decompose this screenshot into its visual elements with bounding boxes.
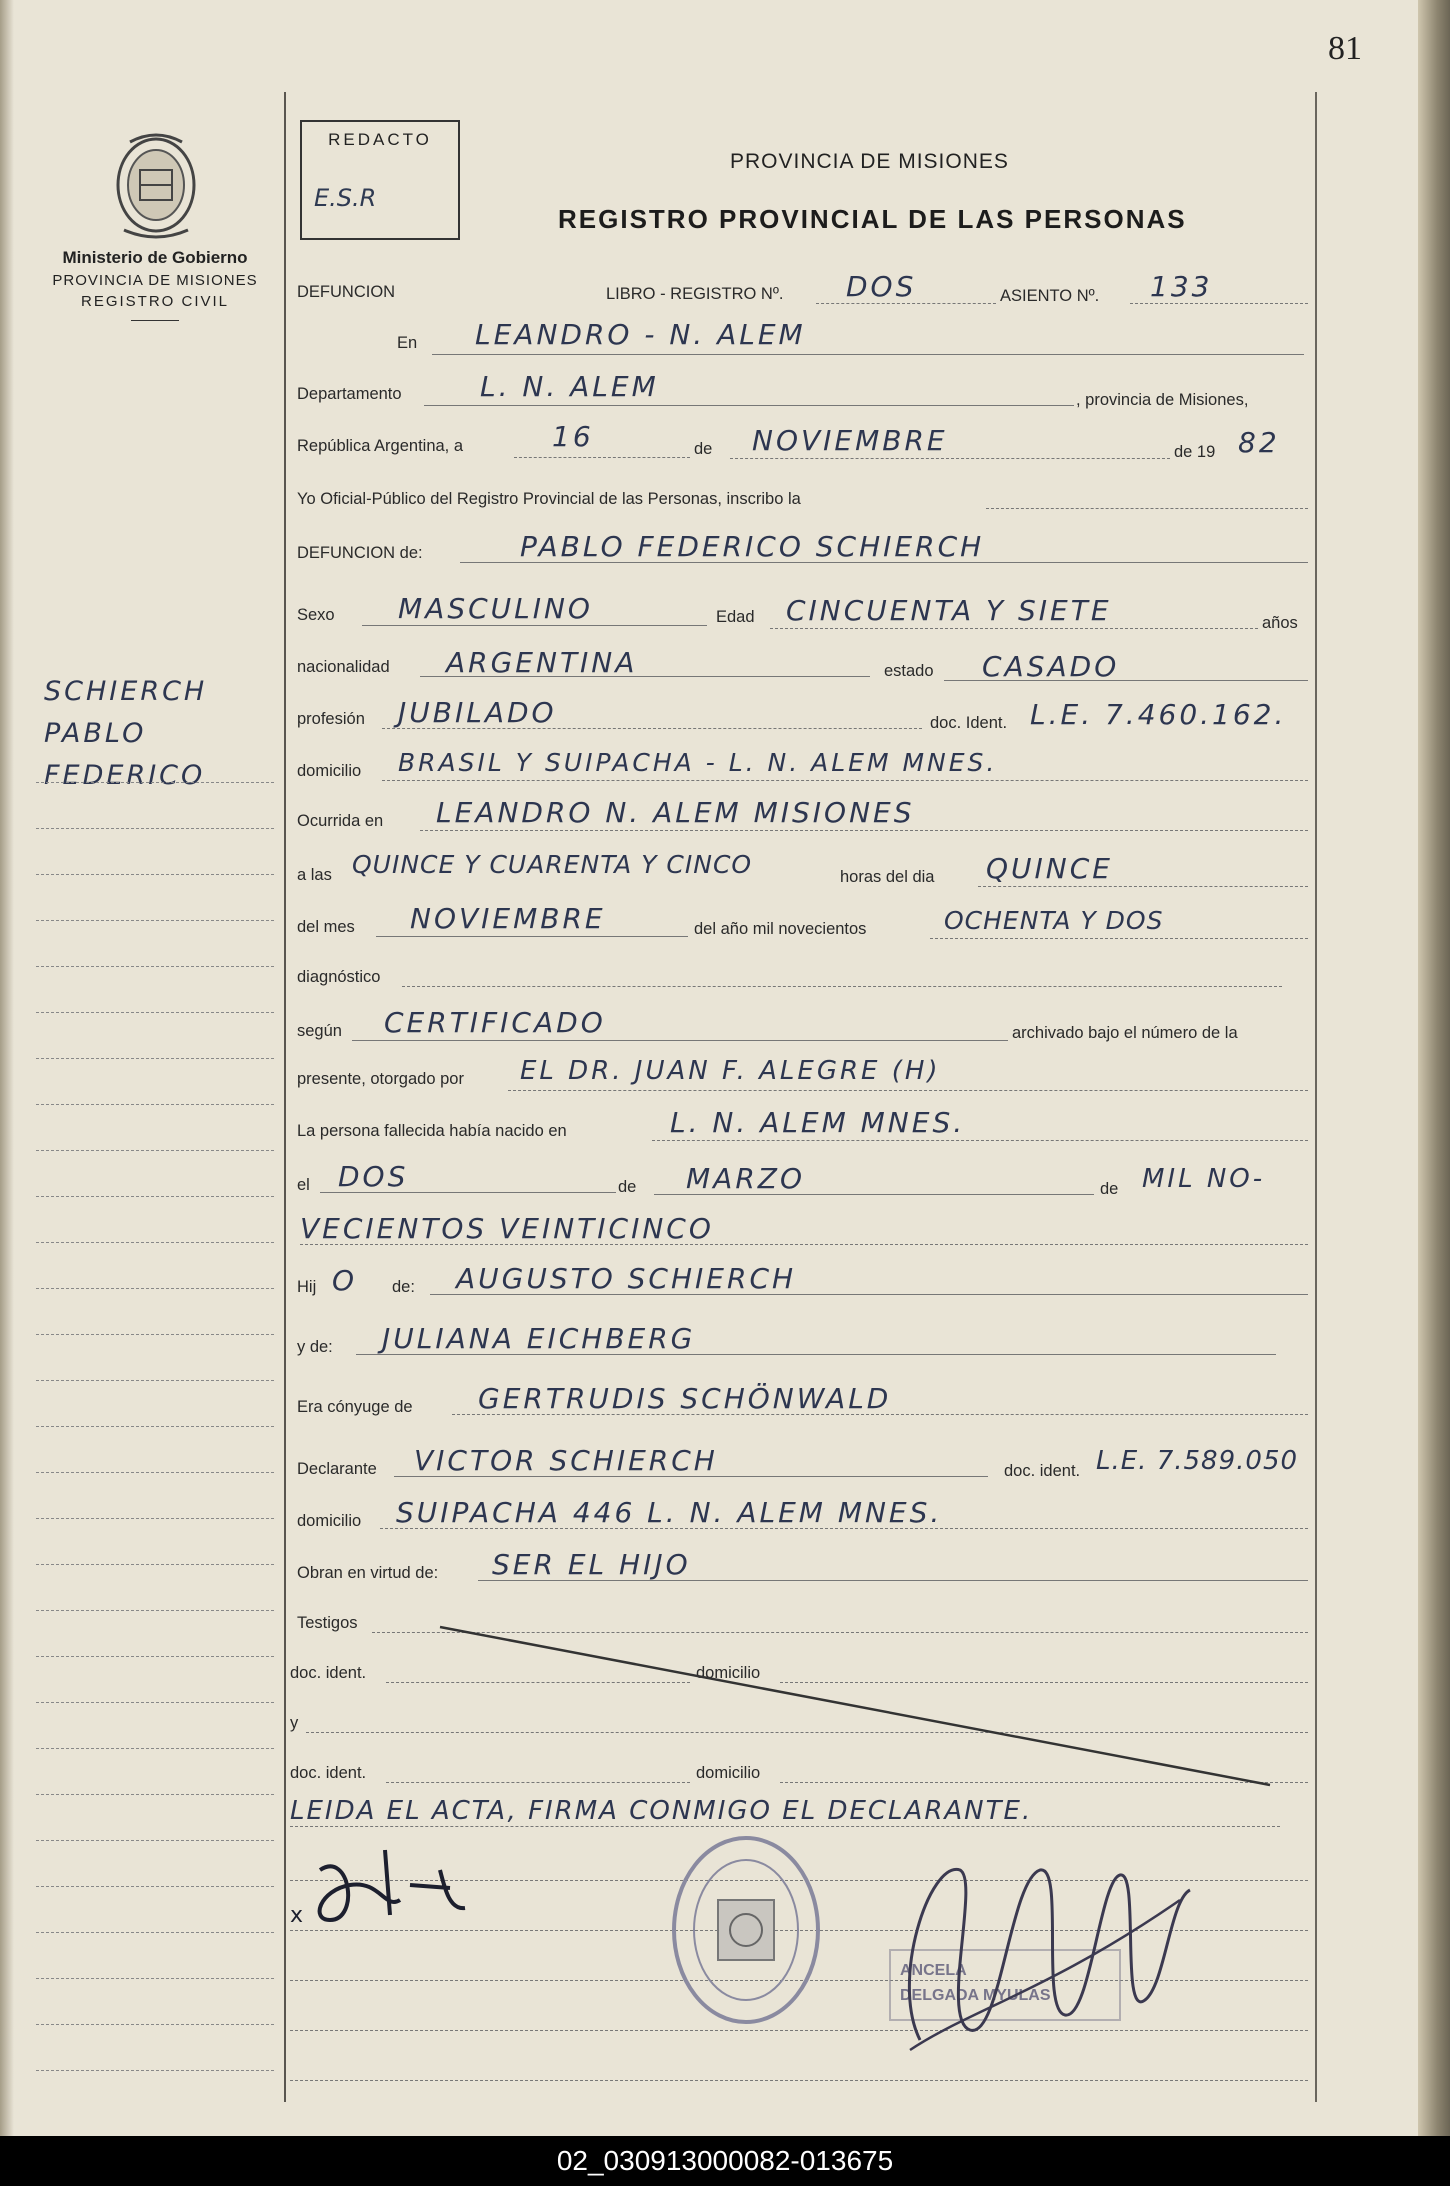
- de-year-label: de 19: [1174, 443, 1216, 461]
- month-line: [730, 458, 1170, 459]
- conyuge-value: GERTRUDIS SCHÖNWALD: [478, 1382, 892, 1415]
- departamento-label: Departamento: [297, 385, 402, 403]
- declarante-label: Declarante: [297, 1460, 377, 1478]
- edad-label: Edad: [716, 608, 755, 626]
- margin-ruled-line: [36, 1886, 274, 1887]
- record-type-label: DEFUNCION: [297, 283, 396, 301]
- sexo-line: [362, 625, 707, 626]
- father-name: AUGUSTO SCHIERCH: [456, 1262, 797, 1295]
- stamp-line-1: ANCELA: [900, 1962, 967, 1979]
- domicilio-value: BRASIL Y SUIPACHA - L. N. ALEM MNES.: [398, 748, 998, 777]
- nacido-label: La persona fallecida había nacido en: [297, 1122, 567, 1140]
- ano-line: [930, 938, 1308, 939]
- obran-value: SER EL HIJO: [492, 1548, 691, 1581]
- margin-ruled-line: [36, 1288, 274, 1289]
- y-label: y: [290, 1714, 299, 1732]
- margin-ruled-line: [36, 1978, 274, 1979]
- delano-label: del año mil novecientos: [694, 920, 867, 938]
- ministry-name: Ministerio de Gobierno: [62, 248, 248, 267]
- margin-divider: [284, 92, 286, 2102]
- delmes-label: del mes: [297, 918, 355, 936]
- signature-line-5: [290, 2080, 1308, 2081]
- margin-ruled-line: [36, 2024, 274, 2025]
- margin-ruled-line: [36, 1242, 274, 1243]
- closing-line: [290, 1826, 1280, 1827]
- margin-ruled-line: [36, 2070, 274, 2071]
- birth-year-1: MIL NO-: [1142, 1164, 1266, 1194]
- declarante-doc-label: doc. ident.: [1004, 1462, 1081, 1480]
- birth-day-line: [320, 1192, 616, 1193]
- horas-label: horas del dia: [840, 868, 935, 886]
- father-line: [430, 1294, 1308, 1295]
- ministry-province: PROVINCIA DE MISIONES: [52, 272, 258, 289]
- dia-line: [978, 886, 1308, 887]
- presente-label: presente, otorgado por: [297, 1070, 464, 1088]
- book-binding: [1418, 0, 1450, 2136]
- oficial-line: [986, 508, 1308, 509]
- image-caption: 02_030913000082-013675: [0, 2136, 1450, 2186]
- day-value: 16: [552, 420, 594, 453]
- month-value: NOVIEMBRE: [752, 424, 948, 457]
- testigo1-dom-label: domicilio: [696, 1664, 761, 1682]
- asiento-label: ASIENTO Nº.: [1000, 287, 1100, 305]
- ministry-registry: REGISTRO CIVIL: [80, 293, 230, 310]
- right-border: [1315, 92, 1317, 2102]
- page-number: 81: [1328, 30, 1362, 67]
- republica-label: República Argentina, a: [297, 437, 464, 455]
- declarante-dom-value: SUIPACHA 446 L. N. ALEM MNES.: [396, 1496, 943, 1529]
- redacto-box: [300, 120, 460, 240]
- ocurrida-label: Ocurrida en: [297, 812, 384, 830]
- edad-line: [770, 628, 1258, 629]
- estado-line: [944, 680, 1308, 681]
- oficial-text: Yo Oficial-Público del Registro Provincial de las Personas, inscribo la: [297, 490, 801, 508]
- doc-label: doc. Ident.: [930, 714, 1008, 732]
- nacido-line: [652, 1140, 1308, 1141]
- testigo1-doc-label: doc. ident.: [290, 1664, 367, 1682]
- edad-value: CINCUENTA Y SIETE: [786, 594, 1112, 627]
- asiento-value: 133: [1150, 270, 1213, 303]
- birth-de-label: de: [618, 1178, 637, 1196]
- birth-year-2: VECIENTOS VEINTICINCO: [300, 1212, 714, 1245]
- domicilio-line: [382, 780, 1308, 781]
- ocurrida-value: LEANDRO N. ALEM MISIONES: [436, 796, 915, 829]
- ano-value: OCHENTA Y DOS: [944, 906, 1164, 935]
- year-value: 82: [1238, 426, 1280, 459]
- profesion-value: JUBILADO: [398, 696, 557, 729]
- margin-ruled-line: [36, 782, 274, 783]
- en-line: [432, 354, 1304, 355]
- estado-label: estado: [884, 662, 934, 680]
- testigos-label: Testigos: [297, 1614, 358, 1632]
- ocurrida-line: [420, 830, 1308, 831]
- margin-ruled-line: [36, 1104, 274, 1105]
- header-province: PROVINCIA DE MISIONES: [730, 150, 1009, 173]
- mother-line: [356, 1354, 1276, 1355]
- dia-value: QUINCE: [986, 852, 1113, 885]
- header-title: REGISTRO PROVINCIAL DE LAS PERSONAS: [558, 204, 1187, 234]
- margin-ruled-line: [36, 966, 274, 967]
- profesion-line: [382, 728, 922, 729]
- provincia-label: , provincia de Misiones,: [1076, 391, 1249, 409]
- hij-value: O: [332, 1264, 358, 1297]
- registrar-signature: [850, 1840, 1250, 2070]
- declarante-dom-label: domicilio: [297, 1512, 362, 1530]
- margin-surname: SCHIERCH: [44, 676, 208, 707]
- birth-month-line: [654, 1194, 1094, 1195]
- margin-ruled-line: [36, 1334, 274, 1335]
- margin-ruled-line: [36, 1702, 274, 1703]
- presente-line: [508, 1090, 1308, 1091]
- segun-line: [352, 1040, 1008, 1041]
- page-edge: [0, 0, 14, 2136]
- sexo-label: Sexo: [297, 606, 335, 624]
- mes-value: NOVIEMBRE: [410, 902, 606, 935]
- margin-ruled-line: [36, 1748, 274, 1749]
- testigo2-doc-label: doc. ident.: [290, 1764, 367, 1782]
- alas-label: a las: [297, 866, 332, 884]
- libro-label: LIBRO - REGISTRO Nº.: [606, 285, 784, 303]
- hij-de-label: de:: [392, 1278, 415, 1296]
- anos-label: años: [1262, 614, 1298, 632]
- margin-ruled-line: [36, 874, 274, 875]
- birth-month: MARZO: [686, 1162, 805, 1195]
- nacionalidad-value: ARGENTINA: [446, 646, 638, 679]
- nacionalidad-label: nacionalidad: [297, 658, 390, 676]
- margin-middle-name: FEDERICO: [44, 760, 206, 791]
- margin-ruled-line: [36, 1150, 274, 1151]
- departamento-value: L. N. ALEM: [480, 370, 659, 403]
- margin-ruled-line: [36, 1840, 274, 1841]
- margin-ruled-line: [36, 1058, 274, 1059]
- birth-year-line: [300, 1244, 1308, 1245]
- en-value: LEANDRO - N. ALEM: [475, 318, 806, 351]
- diagnostico-line: [402, 986, 1282, 987]
- svg-text:x: x: [290, 1903, 304, 1928]
- margin-ruled-line: [36, 828, 274, 829]
- de-label: de: [694, 440, 713, 458]
- segun-value: CERTIFICADO: [384, 1006, 606, 1039]
- margin-ruled-line: [36, 1794, 274, 1795]
- doc-value: L.E. 7.460.162.: [1030, 698, 1287, 731]
- birth-de2-label: de: [1100, 1180, 1119, 1198]
- libro-value: DOS: [846, 270, 917, 303]
- asiento-line: [1130, 303, 1308, 304]
- libro-line: [816, 303, 996, 304]
- ministry-rule: [131, 320, 179, 321]
- declarante-dom-line: [380, 1528, 1308, 1529]
- archivado-label: archivado bajo el número de la: [1012, 1024, 1238, 1042]
- segun-label: según: [297, 1022, 342, 1040]
- y-de-label: y de:: [297, 1338, 333, 1356]
- en-label: En: [397, 334, 418, 352]
- closing-statement: LEIDA EL ACTA, FIRMA CONMIGO EL DECLARANTE.: [290, 1796, 1033, 1826]
- margin-ruled-line: [36, 1656, 274, 1657]
- declarant-signature: [290, 1830, 490, 1940]
- declarante-line: [394, 1476, 988, 1477]
- ministry-block: [30, 248, 280, 321]
- margin-ruled-line: [36, 920, 274, 921]
- departamento-line: [424, 405, 1074, 406]
- declarante-doc-value: L.E. 7.589.050: [1096, 1446, 1299, 1476]
- defuncion-de-label: DEFUNCION de:: [297, 544, 423, 562]
- obran-label: Obran en virtud de:: [297, 1564, 439, 1582]
- margin-ruled-line: [36, 1610, 274, 1611]
- hij-label: Hij: [297, 1278, 317, 1296]
- birth-day: DOS: [338, 1160, 409, 1193]
- margin-ruled-line: [36, 1518, 274, 1519]
- deceased-line: [460, 562, 1308, 563]
- redacto-value: E.S.R: [314, 184, 377, 212]
- declarante-value: VICTOR SCHIERCH: [414, 1444, 718, 1477]
- margin-ruled-line: [36, 1472, 274, 1473]
- estado-value: CASADO: [982, 650, 1120, 683]
- sexo-value: MASCULINO: [398, 592, 593, 625]
- margin-ruled-line: [36, 1426, 274, 1427]
- margin-ruled-line: [36, 1012, 274, 1013]
- day-line: [514, 457, 690, 458]
- mother-name: JULIANA EICHBERG: [382, 1322, 696, 1355]
- conyuge-line: [452, 1414, 1308, 1415]
- margin-first-name: PABLO: [44, 718, 147, 749]
- deceased-name: PABLO FEDERICO SCHIERCH: [520, 530, 985, 563]
- domicilio-label: domicilio: [297, 762, 362, 780]
- stamp-line-2: DELGADA MYULAS: [900, 1987, 1051, 2004]
- conyuge-label: Era cónyuge de: [297, 1398, 413, 1416]
- margin-ruled-line: [36, 1380, 274, 1381]
- el-label: el: [297, 1176, 310, 1194]
- testigo2-dom-label: domicilio: [696, 1764, 761, 1782]
- margin-ruled-line: [36, 1564, 274, 1565]
- nacionalidad-line: [420, 676, 870, 677]
- presente-value: EL DR. JUAN F. ALEGRE (H): [520, 1056, 941, 1086]
- obran-line: [478, 1580, 1308, 1581]
- margin-ruled-line: [36, 1932, 274, 1933]
- mes-line: [376, 936, 688, 937]
- diagnostico-label: diagnóstico: [297, 968, 381, 986]
- profesion-label: profesión: [297, 710, 365, 728]
- official-seal-stamp: [666, 1830, 826, 2030]
- nacido-value: L. N. ALEM MNES.: [670, 1106, 966, 1139]
- coat-of-arms-icon: [110, 130, 202, 240]
- redacto-label: REDACTO: [328, 130, 432, 149]
- hora-value: QUINCE Y CUARENTA Y CINCO: [352, 850, 753, 879]
- margin-ruled-line: [36, 1196, 274, 1197]
- cancellation-line: [430, 1615, 1290, 1795]
